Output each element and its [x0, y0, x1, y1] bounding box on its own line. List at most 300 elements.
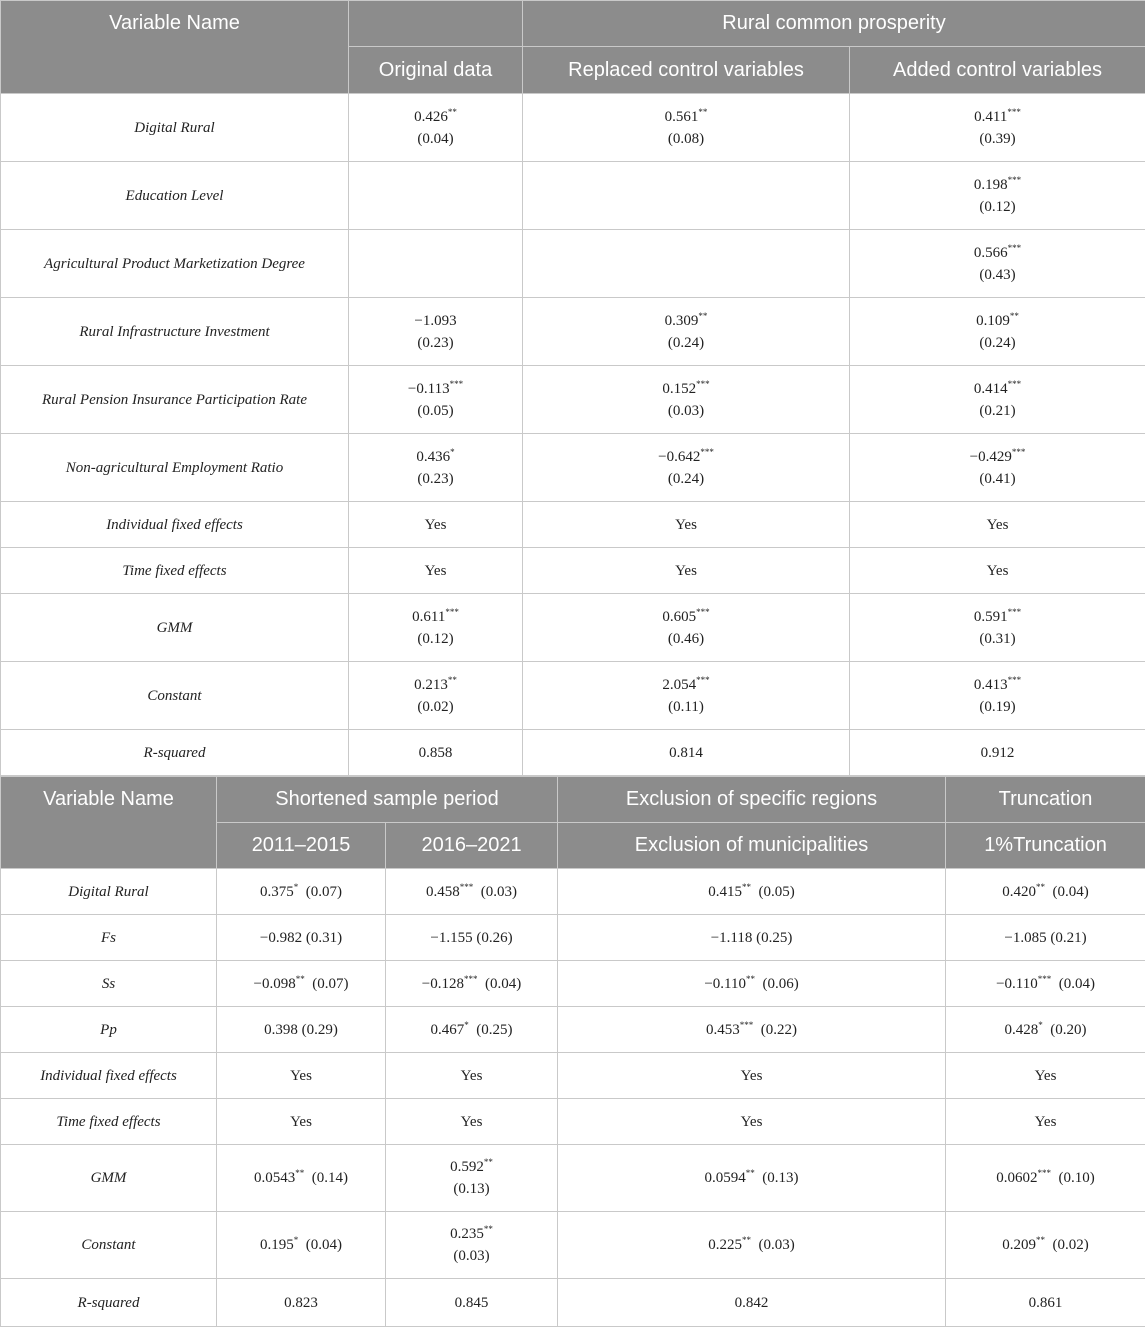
column-header-replaced-controls: Replaced control variables — [523, 47, 850, 94]
standard-error: (0.24) — [527, 332, 845, 354]
significance-stars: *** — [1008, 675, 1022, 685]
column-header-1pct-truncation: 1%Truncation — [946, 823, 1145, 869]
row-label: GMM — [1, 1145, 217, 1212]
coefficient-value: 0.209 — [1002, 1237, 1036, 1253]
variable-name-header: Variable Name — [1, 1, 349, 94]
significance-stars: * — [450, 447, 455, 457]
coefficient-value: Yes — [425, 563, 447, 579]
significance-stars: ** — [742, 882, 751, 892]
row-label: Rural Infrastructure Investment — [1, 298, 349, 366]
table-cell — [349, 162, 523, 230]
table-cell — [386, 961, 558, 1007]
table-cell — [523, 662, 850, 730]
significance-stars: ** — [295, 1168, 304, 1178]
row-label: Pp — [1, 1007, 217, 1053]
table-cell — [349, 366, 523, 434]
coefficient-line — [854, 378, 1141, 400]
table-cell — [386, 1145, 558, 1212]
table-cell — [850, 594, 1145, 662]
column-header-original-data: Original data — [349, 47, 523, 94]
standard-error: (0.24) — [854, 332, 1141, 354]
table-1-body — [1, 94, 1145, 776]
coefficient-line — [854, 446, 1141, 468]
table-row — [1, 434, 1145, 502]
coefficient-line — [854, 514, 1141, 536]
standard-error: (0.10) — [1059, 1170, 1095, 1186]
table-cell — [946, 869, 1145, 915]
table-cell — [349, 298, 523, 366]
coefficient-value: Yes — [675, 517, 697, 533]
row-label: Rural Pension Insurance Participation Rate — [1, 366, 349, 434]
standard-error: (0.13) — [453, 1181, 489, 1197]
table-cell — [850, 298, 1145, 366]
standard-error: (0.23) — [353, 468, 518, 490]
table-cell — [946, 1145, 1145, 1212]
table-cell — [349, 730, 523, 776]
table-row — [1, 548, 1145, 594]
coefficient-line — [353, 514, 518, 536]
standard-error: (0.25) — [756, 930, 792, 946]
coefficient-value: 0.426 — [414, 109, 448, 125]
table-cell — [558, 1007, 946, 1053]
table-row — [1, 1099, 1145, 1145]
coefficient-line — [527, 560, 845, 582]
significance-stars: ** — [1036, 882, 1045, 892]
coefficient-value: 0.845 — [455, 1295, 489, 1311]
table-row — [1, 1279, 1145, 1327]
table-cell — [558, 1099, 946, 1145]
table-cell — [850, 548, 1145, 594]
significance-stars: *** — [1008, 379, 1022, 389]
significance-stars: ** — [448, 107, 457, 117]
table-cell — [217, 869, 386, 915]
table-cell — [850, 366, 1145, 434]
table-row — [1, 162, 1145, 230]
coefficient-value: Yes — [425, 517, 447, 533]
standard-error: (0.07) — [306, 884, 342, 900]
robustness-table-2 — [0, 776, 1145, 1327]
coefficient-value: 0.213 — [414, 677, 448, 693]
standard-error: (0.04) — [485, 976, 521, 992]
coefficient-line — [353, 106, 518, 128]
standard-error: (0.20) — [1050, 1022, 1086, 1038]
coefficient-value: Yes — [290, 1068, 312, 1084]
coefficient-value: Yes — [461, 1068, 483, 1084]
coefficient-line — [854, 606, 1141, 628]
coefficient-value: −1.118 — [711, 930, 753, 946]
significance-stars: *** — [1008, 243, 1022, 253]
standard-error: (0.06) — [762, 976, 798, 992]
table-cell — [386, 1099, 558, 1145]
row-label: R-squared — [1, 1279, 217, 1327]
standard-error: (0.31) — [854, 628, 1141, 650]
standard-error: (0.05) — [353, 400, 518, 422]
column-header-exclusion-municipalities: Exclusion of municipalities — [558, 823, 946, 869]
standard-error: (0.04) — [1053, 884, 1089, 900]
coefficient-line — [527, 742, 845, 764]
table-cell — [946, 1099, 1145, 1145]
table-cell — [523, 594, 850, 662]
standard-error: (0.21) — [1050, 930, 1086, 946]
coefficient-value: −0.098 — [254, 976, 296, 992]
row-label: Digital Rural — [1, 869, 217, 915]
significance-stars: ** — [1010, 311, 1019, 321]
table-row — [1, 594, 1145, 662]
table-cell — [217, 1099, 386, 1145]
significance-stars: ** — [1036, 1235, 1045, 1245]
table-cell — [558, 915, 946, 961]
coefficient-line — [353, 310, 518, 332]
coefficient-line — [527, 378, 845, 400]
coefficient-value: 0.414 — [974, 381, 1008, 397]
coefficient-value: 0.415 — [708, 884, 742, 900]
coefficient-value: 0.152 — [662, 381, 696, 397]
coefficient-value: 0.411 — [974, 109, 1007, 125]
table-cell — [523, 230, 850, 298]
coefficient-value: 0.912 — [981, 745, 1015, 761]
significance-stars: * — [294, 882, 299, 892]
significance-stars: *** — [460, 882, 474, 892]
table-cell — [946, 1053, 1145, 1099]
coefficient-value: 0.467 — [431, 1022, 465, 1038]
row-label: Digital Rural — [1, 94, 349, 162]
significance-stars: * — [1038, 1020, 1043, 1030]
table-cell — [558, 1279, 946, 1327]
standard-error: (0.21) — [854, 400, 1141, 422]
table-cell — [523, 730, 850, 776]
column-header-2011-2015: 2011–2015 — [217, 823, 386, 869]
row-label: Constant — [1, 662, 349, 730]
significance-stars: *** — [1012, 447, 1026, 457]
coefficient-line — [527, 106, 845, 128]
row-label: R-squared — [1, 730, 349, 776]
coefficient-line — [353, 674, 518, 696]
standard-error: (0.39) — [854, 128, 1141, 150]
table-cell — [850, 434, 1145, 502]
table-cell — [349, 594, 523, 662]
coefficient-value: 0.413 — [974, 677, 1008, 693]
table-cell — [349, 502, 523, 548]
table-cell — [850, 162, 1145, 230]
group-header-truncation: Truncation — [946, 777, 1145, 823]
table-cell — [217, 1212, 386, 1279]
standard-error: (0.11) — [527, 696, 845, 718]
table-cell — [523, 162, 850, 230]
coefficient-value: −0.982 — [260, 930, 302, 946]
significance-stars: *** — [1008, 175, 1022, 185]
coefficient-line — [854, 310, 1141, 332]
table-row — [1, 502, 1145, 548]
table-cell — [523, 366, 850, 434]
standard-error: (0.07) — [312, 976, 348, 992]
standard-error: (0.31) — [306, 930, 342, 946]
coefficient-line — [854, 674, 1141, 696]
significance-stars: ** — [484, 1157, 493, 1167]
table-cell — [349, 548, 523, 594]
standard-error: (0.14) — [312, 1170, 348, 1186]
table-cell — [386, 1212, 558, 1279]
coefficient-value: −0.642 — [658, 449, 700, 465]
table-row — [1, 662, 1145, 730]
coefficient-line — [353, 606, 518, 628]
table-row — [1, 1053, 1145, 1099]
standard-error: (0.03) — [481, 884, 517, 900]
table-cell — [558, 1053, 946, 1099]
significance-stars: *** — [696, 379, 710, 389]
standard-error: (0.43) — [854, 264, 1141, 286]
coefficient-value: −0.110 — [996, 976, 1038, 992]
coefficient-value: −0.128 — [422, 976, 464, 992]
coefficient-value: 0.458 — [426, 884, 460, 900]
row-label: Non-agricultural Employment Ratio — [1, 434, 349, 502]
table-row — [1, 230, 1145, 298]
coefficient-line — [854, 106, 1141, 128]
standard-error: (0.03) — [759, 1237, 795, 1253]
table-cell — [558, 961, 946, 1007]
coefficient-line — [854, 742, 1141, 764]
group-header-shortened-sample: Shortened sample period — [217, 777, 558, 823]
coefficient-value: 0.398 — [264, 1022, 298, 1038]
standard-error: (0.29) — [302, 1022, 338, 1038]
coefficient-value: Yes — [1035, 1068, 1057, 1084]
coefficient-value: Yes — [741, 1068, 763, 1084]
coefficient-value: 0.605 — [662, 609, 696, 625]
table-cell — [850, 230, 1145, 298]
table-cell — [523, 434, 850, 502]
significance-stars: ** — [698, 107, 707, 117]
standard-error: (0.13) — [762, 1170, 798, 1186]
coefficient-value: 0.436 — [416, 449, 450, 465]
table-cell — [217, 1279, 386, 1327]
coefficient-value: 0.420 — [1002, 884, 1036, 900]
table-cell — [217, 1053, 386, 1099]
coefficient-value: Yes — [290, 1114, 312, 1130]
coefficient-value: 0.235 — [450, 1226, 484, 1242]
coefficient-line — [353, 446, 518, 468]
coefficient-value: −0.429 — [970, 449, 1012, 465]
table-cell — [349, 662, 523, 730]
coefficient-value: Yes — [987, 563, 1009, 579]
significance-stars: *** — [464, 974, 478, 984]
table-cell — [523, 548, 850, 594]
row-label: GMM — [1, 594, 349, 662]
coefficient-value: 0.861 — [1029, 1295, 1063, 1311]
standard-error: (0.02) — [353, 696, 518, 718]
significance-stars: ** — [448, 675, 457, 685]
significance-stars: ** — [746, 974, 755, 984]
coefficient-value: 0.453 — [706, 1022, 740, 1038]
table-cell — [850, 94, 1145, 162]
coefficient-value: 0.0543 — [254, 1170, 295, 1186]
coefficient-value: 0.0602 — [996, 1170, 1037, 1186]
coefficient-value: Yes — [675, 563, 697, 579]
table-2-body — [1, 869, 1145, 1327]
table-cell — [217, 1145, 386, 1212]
standard-error: (0.23) — [353, 332, 518, 354]
table-row — [1, 1007, 1145, 1053]
standard-error: (0.24) — [527, 468, 845, 490]
table-row — [1, 366, 1145, 434]
coefficient-line — [527, 674, 845, 696]
standard-error: (0.26) — [476, 930, 512, 946]
significance-stars: *** — [1007, 107, 1021, 117]
standard-error: (0.41) — [854, 468, 1141, 490]
row-label: Fs — [1, 915, 217, 961]
table-cell — [217, 961, 386, 1007]
coefficient-value: 0.814 — [669, 745, 703, 761]
coefficient-value: 0.195 — [260, 1237, 294, 1253]
table-cell — [850, 502, 1145, 548]
table-row — [1, 730, 1145, 776]
table-cell — [349, 230, 523, 298]
row-label: Time fixed effects — [1, 548, 349, 594]
significance-stars: * — [464, 1020, 469, 1030]
row-label: Individual fixed effects — [1, 502, 349, 548]
standard-error: (0.04) — [306, 1237, 342, 1253]
significance-stars: *** — [1038, 974, 1052, 984]
coefficient-line — [527, 310, 845, 332]
table-cell — [386, 1007, 558, 1053]
coefficient-value: 0.109 — [976, 313, 1010, 329]
table-cell — [349, 94, 523, 162]
table-row — [1, 869, 1145, 915]
table-cell — [386, 915, 558, 961]
table-cell — [217, 915, 386, 961]
significance-stars: ** — [742, 1235, 751, 1245]
table-cell — [386, 1053, 558, 1099]
significance-stars: *** — [445, 607, 459, 617]
coefficient-value: −0.113 — [408, 381, 450, 397]
table-cell — [386, 1279, 558, 1327]
table-row — [1, 298, 1145, 366]
coefficient-line — [854, 242, 1141, 264]
row-label: Agricultural Product Marketization Degree — [1, 230, 349, 298]
standard-error: (0.08) — [527, 128, 845, 150]
significance-stars: ** — [698, 311, 707, 321]
significance-stars: ** — [746, 1168, 755, 1178]
coefficient-value: Yes — [1035, 1114, 1057, 1130]
column-header-added-controls: Added control variables — [850, 47, 1145, 94]
table-row — [1, 1212, 1145, 1279]
coefficient-line — [353, 742, 518, 764]
coefficient-value: Yes — [741, 1114, 763, 1130]
standard-error: (0.19) — [854, 696, 1141, 718]
standard-error: (0.04) — [353, 128, 518, 150]
coefficient-value: Yes — [461, 1114, 483, 1130]
coefficient-value: 0.591 — [974, 609, 1008, 625]
coefficient-value: 0.428 — [1005, 1022, 1039, 1038]
standard-error: (0.12) — [854, 196, 1141, 218]
coefficient-value: 0.823 — [284, 1295, 318, 1311]
table-cell — [523, 502, 850, 548]
standard-error: (0.46) — [527, 628, 845, 650]
column-header-2016-2021: 2016–2021 — [386, 823, 558, 869]
table-row — [1, 94, 1145, 162]
significance-stars: *** — [700, 447, 714, 457]
coefficient-value: 0.611 — [412, 609, 445, 625]
coefficient-line — [527, 606, 845, 628]
table-cell — [850, 730, 1145, 776]
coefficient-value: 2.054 — [662, 677, 696, 693]
significance-stars: *** — [696, 675, 710, 685]
coefficient-line — [353, 378, 518, 400]
table-cell — [850, 662, 1145, 730]
significance-stars: * — [294, 1235, 299, 1245]
significance-stars: *** — [1038, 1168, 1052, 1178]
coefficient-value: 0.225 — [708, 1237, 742, 1253]
significance-stars: *** — [696, 607, 710, 617]
significance-stars: *** — [740, 1020, 754, 1030]
significance-stars: ** — [296, 974, 305, 984]
significance-stars: ** — [484, 1224, 493, 1234]
coefficient-value: −1.085 — [1004, 930, 1046, 946]
table-cell — [946, 1007, 1145, 1053]
standard-error: (0.02) — [1053, 1237, 1089, 1253]
coefficient-line — [854, 560, 1141, 582]
coefficient-line — [527, 514, 845, 536]
table-row — [1, 915, 1145, 961]
coefficient-value: −0.110 — [704, 976, 746, 992]
standard-error: (0.05) — [759, 884, 795, 900]
table-cell — [946, 1212, 1145, 1279]
table-cell — [217, 1007, 386, 1053]
standard-error: (0.12) — [353, 628, 518, 650]
table-cell — [946, 961, 1145, 1007]
coefficient-line — [854, 174, 1141, 196]
row-label: Time fixed effects — [1, 1099, 217, 1145]
table-cell — [386, 869, 558, 915]
row-label: Education Level — [1, 162, 349, 230]
coefficient-value: 0.858 — [419, 745, 453, 761]
table-cell — [349, 434, 523, 502]
standard-error: (0.25) — [476, 1022, 512, 1038]
table-cell — [558, 1145, 946, 1212]
variable-name-header: Variable Name — [1, 777, 217, 869]
coefficient-value: 0.0594 — [705, 1170, 746, 1186]
coefficient-value: 0.592 — [450, 1159, 484, 1175]
table-cell — [523, 94, 850, 162]
coefficient-value: 0.842 — [735, 1295, 769, 1311]
row-label: Ss — [1, 961, 217, 1007]
table-row — [1, 1145, 1145, 1212]
standard-error: (0.03) — [453, 1248, 489, 1264]
group-header-exclusion-regions: Exclusion of specific regions — [558, 777, 946, 823]
coefficient-value: 0.198 — [974, 177, 1008, 193]
coefficient-value: 0.566 — [974, 245, 1008, 261]
group-header-rural-common-prosperity: Rural common prosperity — [523, 1, 1145, 47]
table-row — [1, 961, 1145, 1007]
coefficient-line — [527, 446, 845, 468]
standard-error: (0.04) — [1059, 976, 1095, 992]
coefficient-value: 0.375 — [260, 884, 294, 900]
table-cell — [523, 298, 850, 366]
coefficient-value: 0.561 — [665, 109, 699, 125]
standard-error: (0.03) — [527, 400, 845, 422]
table-cell — [558, 869, 946, 915]
table-cell — [558, 1212, 946, 1279]
coefficient-line — [353, 560, 518, 582]
table-cell — [946, 1279, 1145, 1327]
row-label: Constant — [1, 1212, 217, 1279]
coefficient-value: −1.093 — [414, 313, 456, 329]
standard-error: (0.22) — [761, 1022, 797, 1038]
coefficient-value: −1.155 — [430, 930, 472, 946]
group-header-blank — [349, 1, 523, 47]
coefficient-value: 0.309 — [665, 313, 699, 329]
row-label: Individual fixed effects — [1, 1053, 217, 1099]
significance-stars: *** — [450, 379, 464, 389]
significance-stars: *** — [1008, 607, 1022, 617]
